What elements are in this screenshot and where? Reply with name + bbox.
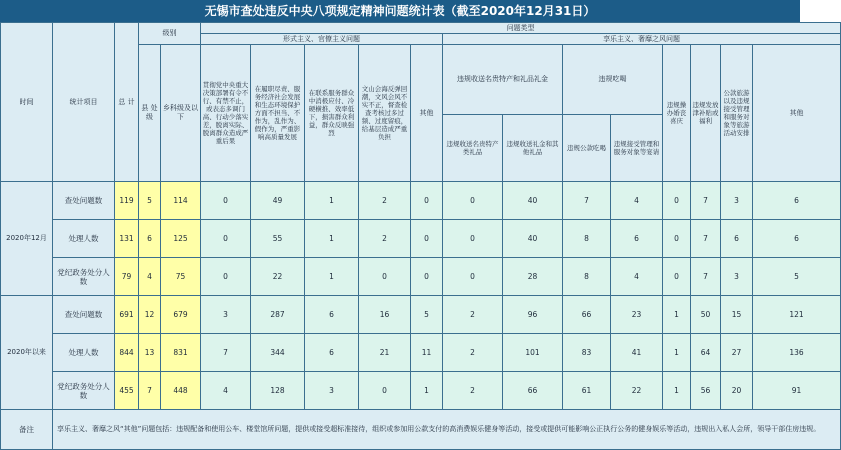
cell-township: 831 [161, 334, 201, 372]
cell-value: 7 [201, 334, 251, 372]
cell-value: 0 [359, 372, 411, 410]
cell-value: 16 [359, 296, 411, 334]
cell-value: 6 [305, 296, 359, 334]
cell-value: 0 [201, 182, 251, 220]
cell-value: 40 [503, 182, 563, 220]
cell-value: 22 [251, 258, 305, 296]
cell-value: 0 [443, 182, 503, 220]
cell-value: 136 [753, 334, 841, 372]
header-h-meal-sub-2: 违规接受管理和服务对象等宴请 [611, 115, 663, 182]
header-h-meal-sub-1: 违规公款吃喝 [563, 115, 611, 182]
cell-value: 1 [305, 258, 359, 296]
cell-value: 0 [663, 182, 691, 220]
cell-value: 0 [359, 258, 411, 296]
cell-value: 3 [721, 182, 753, 220]
cell-value: 0 [663, 220, 691, 258]
cell-value: 41 [611, 334, 663, 372]
header-time: 时间 [1, 23, 53, 182]
header-county: 县 处级 [139, 45, 161, 182]
cell-value: 49 [251, 182, 305, 220]
cell-value: 0 [443, 220, 503, 258]
note-text: 享乐主义、奢靡之风“其他”问题包括：违规配备和使用公车、楼堂馆所问题，提供或接受超标准接待，组织或参加用公款支付的高消费娱乐健身等活动，接受或提供可能影响公正执行公务的健身娱乐等活动，违规出入私人会所，领导干部住房违规。 [53, 410, 841, 450]
header-h-col-other: 其他 [753, 45, 841, 182]
cell-value: 7 [563, 182, 611, 220]
cell-value: 66 [503, 372, 563, 410]
cell-total: 131 [115, 220, 139, 258]
row-item-label: 党纪政务处分人数 [53, 372, 115, 410]
cell-value: 0 [443, 258, 503, 296]
cell-value: 3 [721, 258, 753, 296]
page-title: 无锡市查处违反中央八项规定精神问题统计表（截至2020年12月31日） [0, 0, 800, 22]
note-label: 备注 [1, 410, 53, 450]
table-row [1, 220, 841, 258]
cell-value: 5 [753, 258, 841, 296]
cell-value: 8 [563, 258, 611, 296]
cell-value: 23 [611, 296, 663, 334]
group-label: 2020年12月 [1, 182, 53, 296]
header-h-gift-group: 违规收送名贵特产和礼品礼金 [443, 45, 563, 115]
cell-value: 1 [663, 296, 691, 334]
cell-total: 691 [115, 296, 139, 334]
header-f-col-4: 文山会海反弹回潮，文风会风不实不正，督查检查考核过多过频、过度留痕，给基层造成严重负担 [359, 45, 411, 182]
cell-value: 6 [753, 182, 841, 220]
cell-value: 2 [443, 296, 503, 334]
cell-value: 0 [201, 258, 251, 296]
cell-township: 679 [161, 296, 201, 334]
header-f-col-5: 其他 [411, 45, 443, 182]
cell-value: 22 [611, 372, 663, 410]
cell-value: 27 [721, 334, 753, 372]
header-h-col-allowance: 违规发放津补贴或福利 [691, 45, 721, 182]
cell-township: 125 [161, 220, 201, 258]
header-problem-type: 问题类型 [201, 23, 841, 34]
cell-value: 4 [611, 182, 663, 220]
cell-value: 11 [411, 334, 443, 372]
header-total: 总 计 [115, 23, 139, 182]
cell-value: 66 [563, 296, 611, 334]
cell-total: 119 [115, 182, 139, 220]
cell-value: 40 [503, 220, 563, 258]
cell-value: 55 [251, 220, 305, 258]
statistics-table [0, 22, 841, 450]
header-level: 级别 [139, 23, 201, 45]
cell-value: 50 [691, 296, 721, 334]
cell-county: 6 [139, 220, 161, 258]
cell-township: 114 [161, 182, 201, 220]
cell-value: 2 [443, 372, 503, 410]
table-row [1, 182, 841, 220]
cell-value: 83 [563, 334, 611, 372]
table-row [1, 258, 841, 296]
header-hedonism: 享乐主义、奢靡之风问题 [443, 34, 841, 45]
cell-value: 0 [411, 220, 443, 258]
group-label: 2020年以来 [1, 296, 53, 410]
row-item-label: 党纪政务处分人数 [53, 258, 115, 296]
cell-value: 7 [691, 182, 721, 220]
cell-value: 2 [359, 220, 411, 258]
cell-value: 28 [503, 258, 563, 296]
cell-value: 3 [305, 372, 359, 410]
cell-value: 121 [753, 296, 841, 334]
row-item-label: 查处问题数 [53, 182, 115, 220]
cell-value: 56 [691, 372, 721, 410]
cell-township: 448 [161, 372, 201, 410]
cell-value: 64 [691, 334, 721, 372]
cell-total: 455 [115, 372, 139, 410]
cell-value: 5 [411, 296, 443, 334]
row-item-label: 处理人数 [53, 334, 115, 372]
cell-value: 6 [721, 220, 753, 258]
cell-value: 128 [251, 372, 305, 410]
cell-county: 7 [139, 372, 161, 410]
row-item-label: 处理人数 [53, 220, 115, 258]
cell-county: 13 [139, 334, 161, 372]
cell-value: 21 [359, 334, 411, 372]
header-formalism: 形式主义、官僚主义问题 [201, 34, 443, 45]
cell-value: 287 [251, 296, 305, 334]
table-row [1, 372, 841, 410]
cell-county: 12 [139, 296, 161, 334]
cell-value: 91 [753, 372, 841, 410]
cell-value: 7 [691, 258, 721, 296]
cell-value: 0 [411, 258, 443, 296]
cell-value: 8 [563, 220, 611, 258]
cell-value: 15 [721, 296, 753, 334]
cell-value: 344 [251, 334, 305, 372]
cell-value: 6 [305, 334, 359, 372]
cell-value: 96 [503, 296, 563, 334]
cell-value: 1 [663, 334, 691, 372]
header-h-col-wedding: 违规操办婚丧喜庆 [663, 45, 691, 182]
cell-value: 20 [721, 372, 753, 410]
header-h-meal-group: 违规吃喝 [563, 45, 663, 115]
cell-value: 1 [305, 220, 359, 258]
cell-value: 3 [201, 296, 251, 334]
cell-county: 5 [139, 182, 161, 220]
header-f-col-3: 在联系服务群众中消极应付、冷硬横推、效率低下，损害群众利益，群众反映强烈 [305, 45, 359, 182]
header-f-col-1: 贯彻党中央重大决策部署有令不行、有禁不止，或表态多调门高、行动少落实差，脱离实际、脱离群众造成严重后果 [201, 45, 251, 182]
header-township: 乡科级及以下 [161, 45, 201, 182]
cell-value: 61 [563, 372, 611, 410]
cell-value: 1 [663, 372, 691, 410]
table-row [1, 296, 841, 334]
cell-total: 79 [115, 258, 139, 296]
row-item-label: 查处问题数 [53, 296, 115, 334]
cell-county: 4 [139, 258, 161, 296]
cell-total: 844 [115, 334, 139, 372]
cell-value: 2 [443, 334, 503, 372]
header-stat-item: 统计项目 [53, 23, 115, 182]
cell-value: 4 [201, 372, 251, 410]
header-h-gift-sub-2: 违规收送礼金和其他礼品 [503, 115, 563, 182]
cell-value: 2 [359, 182, 411, 220]
cell-value: 4 [611, 258, 663, 296]
cell-value: 101 [503, 334, 563, 372]
cell-value: 1 [411, 372, 443, 410]
cell-value: 6 [611, 220, 663, 258]
cell-value: 0 [663, 258, 691, 296]
cell-value: 0 [201, 220, 251, 258]
table-row [1, 334, 841, 372]
cell-township: 75 [161, 258, 201, 296]
cell-value: 7 [691, 220, 721, 258]
header-h-col-travel: 公款旅游以及违规接受管理和服务对象等旅游活动安排 [721, 45, 753, 182]
header-f-col-2: 在履职尽责、服务经济社会发展和生态环境保护方面不担当、不作为，乱作为、假作为，严重影响高质量发展 [251, 45, 305, 182]
header-h-gift-sub-1: 违规收送名贵特产类礼品 [443, 115, 503, 182]
cell-value: 0 [411, 182, 443, 220]
cell-value: 6 [753, 220, 841, 258]
cell-value: 1 [305, 182, 359, 220]
